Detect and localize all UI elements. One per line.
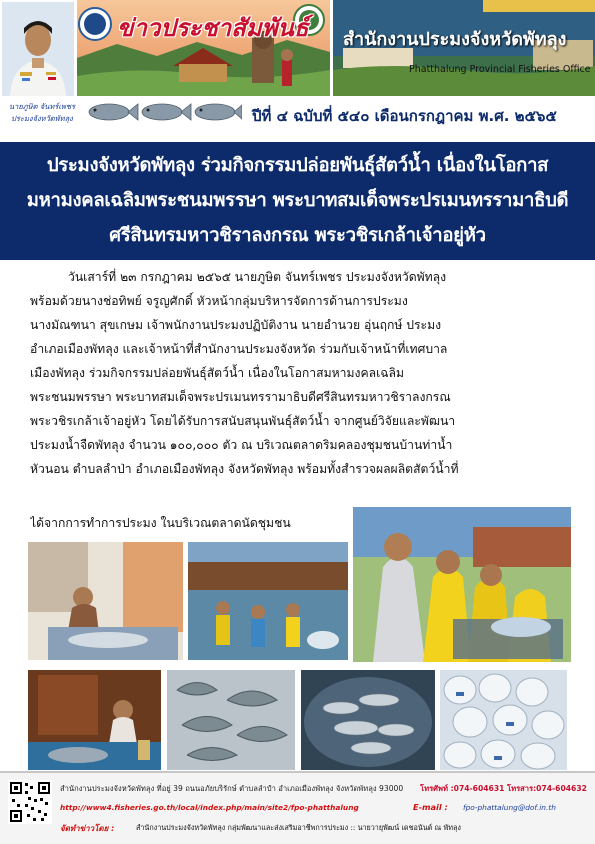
masthead [0,0,595,142]
headline-line-1: ประมงจังหวัดพัทลุง ร่วมกิจกรรมปล่อยพันธุ์สัตว์น้ำ เนื่องในโอกาส [46,155,549,176]
qr-code-icon [8,780,52,824]
photo-vendor-stall [28,670,161,770]
photo-riverside-group [188,542,348,660]
official-portrait [2,2,74,96]
office-banner [333,0,595,96]
footer-producer-label: จัดทำข่าวโดย : [60,824,115,833]
article-line: อำเภอเมืองพัทลุง และเจ้าหน้าที่สำนักงานประมงจังหวัด ร่วมกับเจ้าหน้าที่เทศบาล [30,342,448,356]
footer-address: สำนักงานประมงจังหวัดพัทลุง ที่อยู่ 39 ถนนอภัยบริรักษ์ ตำบลลำปำ อำเภอเมืองพัทลุง จังหวัดพัทลุง 93000 [60,784,404,793]
article-line: เมืองพัทลุง ร่วมกิจกรรมปล่อยพันธุ์สัตว์น้ำ เนื่องในโอกาสมหามงคลเฉลิม [30,366,405,380]
headline-line-2: มหามงคลเฉลิมพระชนมพรรษา พระบาทสมเด็จพระปรเมนทรรามาธิบดี [26,190,569,211]
office-name-en: Phatthalung Provincial Fisheries Office [409,64,591,75]
article-line: นางมัณฑนา สุขเกษม เจ้าพนักงานประมงปฏิบัติงาน นายอำนวย อุ่นฤกษ์ ประมง [30,318,442,332]
photo-large-fish-release [353,507,571,662]
article-line: หัวนอน ตำบลลำป่า อำเภอเมืองพัทลุง จังหวัดพัทลุง พร้อมทั้งสำรวจผลผลิตสัตว์น้ำที่ [30,462,459,476]
photo-market-vendor [28,542,183,660]
article-line: วันเสาร์ที่ ๒๓ กรกฎาคม ๒๕๖๕ นายภูษิต จันทร์เพชร ประมงจังหวัดพัทลุง [68,270,447,284]
article-line: พระชนมพรรษา พระบาทสมเด็จพระปรเมนทรรามาธิบดีศรีสินทรมหาวชิราลงกรณ [30,390,451,404]
footer [0,771,595,844]
article-line: พระวชิรเกล้าเจ้าอยู่หัว โดยได้รับการสนับสนุนพันธุ์สัตว์น้ำ จากศูนย์วิจัยและพัฒนา [30,414,456,428]
article-line: ได้จากการทำการประมง ในบริเวณตลาดนัดชุมชน [30,516,291,530]
official-position: ประมงจังหวัดพัทลุง [11,114,73,123]
footer-fax: โทรสาร:074-604632 [507,784,587,793]
banner-collage [77,0,330,96]
headline-line-3: ศรีสินทรมหาวชิราลงกรณ พระวชิรเกล้าเจ้าอยู่หัว [109,225,486,246]
photo-prawns [167,670,295,770]
issue-line: ปีที่ ๔ ฉบับที่ ๕๔๐ เดือนกรกฎาคม พ.ศ. ๒๕๖๕ [252,107,557,125]
photo-fish-basin [301,670,435,770]
official-name: นายภูษิต จันทร์เพชร [9,102,75,111]
photo-fry-bags [440,670,567,770]
footer-email-label: E-mail : [413,802,448,812]
footer-phone: โทรศัพท์ :074-604631 [420,784,505,793]
office-name-th: สำนักงานประมงจังหวัดพัทลุง [343,29,567,50]
footer-producer: สำนักงานประมงจังหวัดพัทลุง กลุ่มพัฒนาและส่งเสริมอาชีพการประมง :: นายวายุพัฒน์ เดชอนันต์ ณ พัทลุง [136,823,461,832]
footer-website-link[interactable]: http://www4.fisheries.go.th/local/index.php/main/site2/fpo-phatthalung [60,803,359,812]
article-line: ประมงน้ำจืดพัทลุง จำนวน ๑๐๐,๐๐๐ ตัว ณ บริเวณตลาดริมคลองชุมชนบ้านท่าน้ำ [30,438,453,452]
fish-decoration-strip [84,99,242,125]
article-line: พร้อมด้วยนางช่อทิพย์ จรูญศักดิ์ หัวหน้ากลุ่มบริหารจัดการด้านการประมง [30,294,408,308]
footer-email-link[interactable]: fpo-phattalung@dof.in.th [463,803,556,812]
newsletter-title: ข่าวประชาสัมพันธ์ [117,14,309,42]
headline-banner [0,142,595,260]
